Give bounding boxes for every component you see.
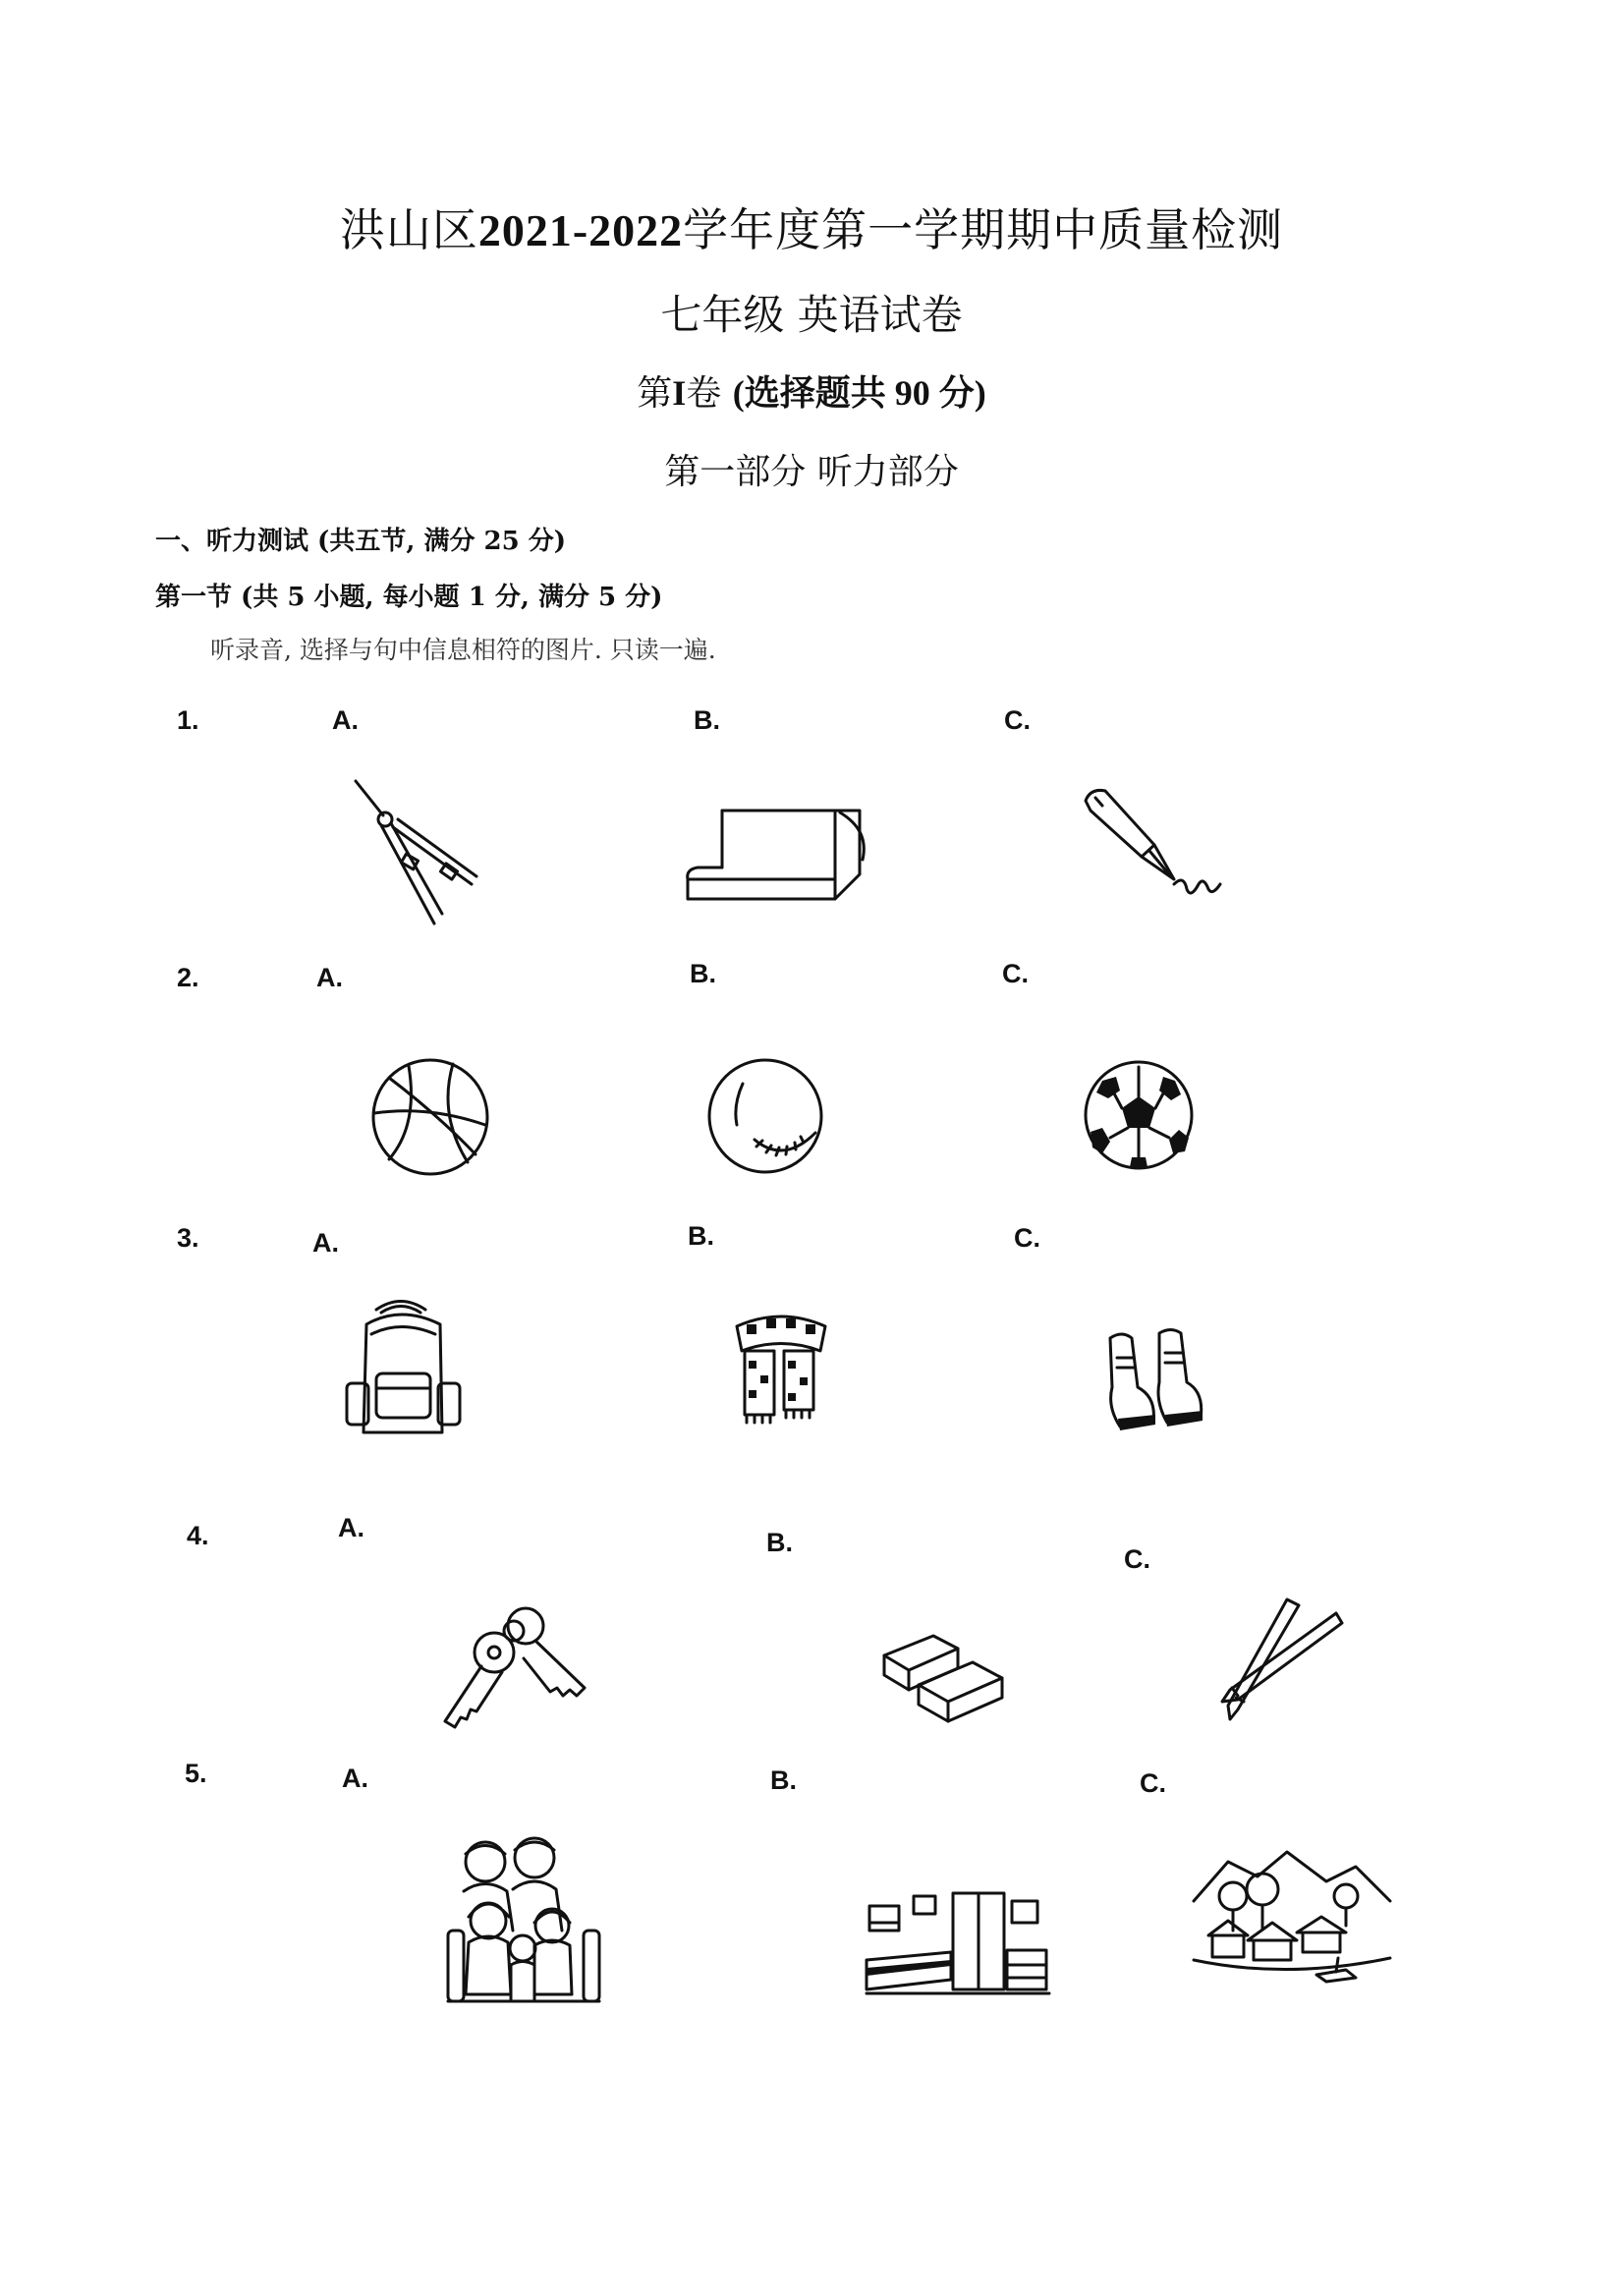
option-label: C.: [1004, 705, 1031, 735]
basketball-icon[interactable]: [369, 1056, 492, 1179]
option-label: B.: [770, 1765, 797, 1795]
option-label: A.: [338, 1513, 364, 1542]
sneakers-icon[interactable]: [1102, 1328, 1205, 1441]
instruction: 听录音, 选择与句中信息相符的图片. 只读一遍.: [210, 636, 716, 664]
village-icon[interactable]: [1189, 1842, 1397, 1991]
option-label: C.: [1002, 959, 1029, 988]
bedroom-icon[interactable]: [865, 1891, 1051, 2001]
option-label: C.: [1124, 1544, 1150, 1574]
pencil-box-icon[interactable]: [678, 801, 874, 919]
backpack-icon[interactable]: [342, 1295, 465, 1442]
volume-title: 第I卷 (选择题共 90 分): [637, 373, 986, 414]
option-label: C.: [1140, 1768, 1166, 1798]
option-label: A.: [342, 1764, 368, 1793]
pencils-icon[interactable]: [1208, 1592, 1346, 1724]
family-icon[interactable]: [444, 1832, 603, 2011]
fountain-pen-icon[interactable]: [1081, 786, 1228, 914]
option-label: B.: [688, 1221, 714, 1251]
question-number: 2.: [177, 963, 199, 992]
question-number: 4.: [187, 1521, 209, 1550]
option-label: B.: [690, 959, 716, 988]
baseball-icon[interactable]: [705, 1056, 825, 1176]
keys-icon[interactable]: [437, 1601, 594, 1734]
option-label: A.: [332, 705, 359, 735]
part-title: 第一部分 听力部分: [664, 452, 959, 492]
option-label: B.: [694, 705, 720, 735]
scarf-icon[interactable]: [727, 1307, 835, 1429]
section-heading: 一、听力测试 (共五节, 满分 25 分): [155, 527, 567, 556]
question-number: 5.: [185, 1759, 207, 1788]
grade-subject-title: 七年级 英语试卷: [660, 291, 963, 339]
question-number: 3.: [177, 1223, 199, 1253]
option-label: A.: [312, 1228, 339, 1258]
soccer-ball-icon[interactable]: [1083, 1059, 1196, 1172]
erasers-icon[interactable]: [879, 1631, 1012, 1724]
exam-title: 洪山区2021-2022学年度第一学期期中质量检测: [339, 203, 1284, 256]
compass-icon[interactable]: [344, 776, 481, 933]
question-number: 1.: [177, 705, 199, 735]
part-heading: 第一节 (共 5 小题, 每小题 1 分, 满分 5 分): [155, 583, 663, 612]
option-label: B.: [766, 1528, 793, 1557]
option-label: A.: [316, 963, 343, 992]
option-label: C.: [1014, 1223, 1040, 1253]
